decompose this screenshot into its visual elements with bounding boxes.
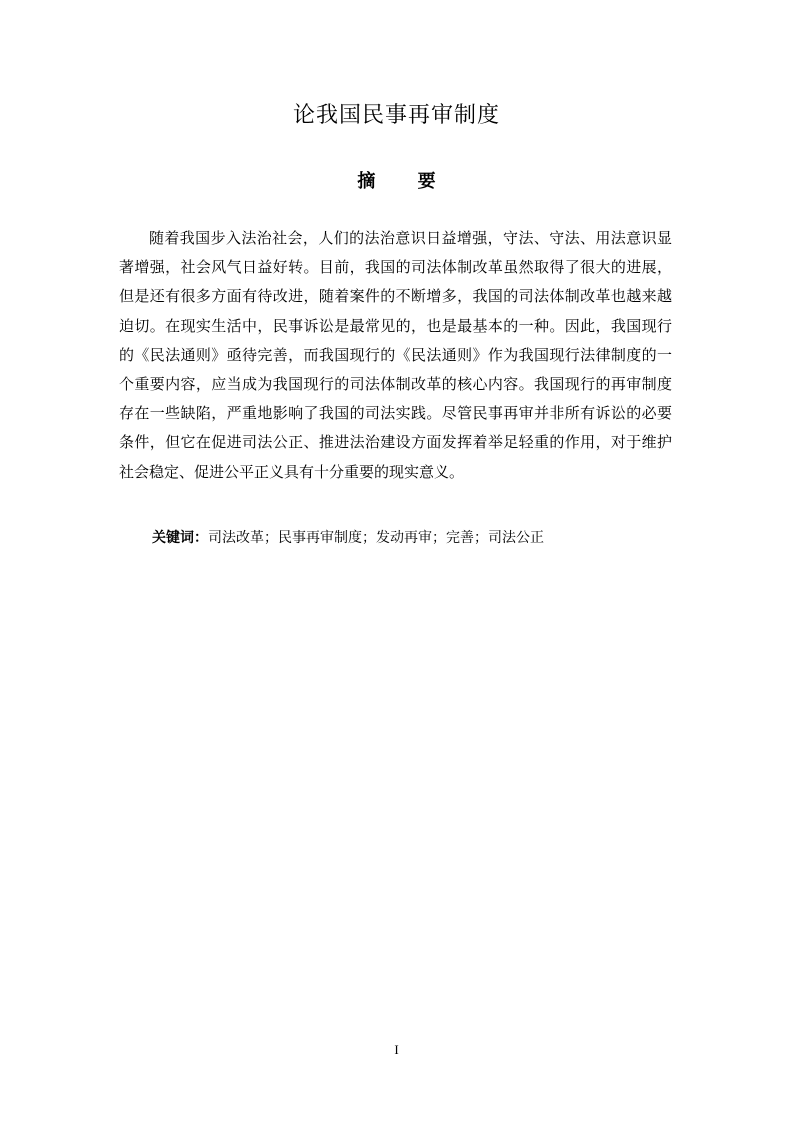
document-title: 论我国民事再审制度 [292, 103, 500, 128]
keywords-label: 关键词： [152, 530, 208, 546]
keywords-text: 司法改革；民事再审制度；发动再审；完善；司法公正 [208, 530, 544, 546]
abstract-body: 随着我国步入法治社会，人们的法治意识日益增强，守法、守法、用法意识显著增强，社会风气日益好转。目前，我国的司法体制改革虽然取得了很大的进展，但是还有很多方面有待改进，随着案件的不断增多，我国的司法体制改革也越来越迫切。在现实生活中，民事诉讼是最常见的，也是最基本的一种。因此，我国现行的《民法通则》亟待完善，而我国现行的《民法通则》作为我国现行法律制度的一个重要内容，应当成为我国现行的司法体制改革的核心内容。我国现行的再审制度存在一些缺陷，严重地影响了我国的司法实践。尽管民事再审并非所有诉讼的必要条件，但它在促进司法公正、推进法治建设方面发挥着举足轻重的作用，对于维护社会稳定、促进公平正义具有十分重要的现实意义。 [119, 229, 672, 481]
page-number: I [394, 1042, 399, 1057]
abstract-heading: 摘 要 [357, 171, 454, 192]
keywords-line [152, 522, 672, 553]
